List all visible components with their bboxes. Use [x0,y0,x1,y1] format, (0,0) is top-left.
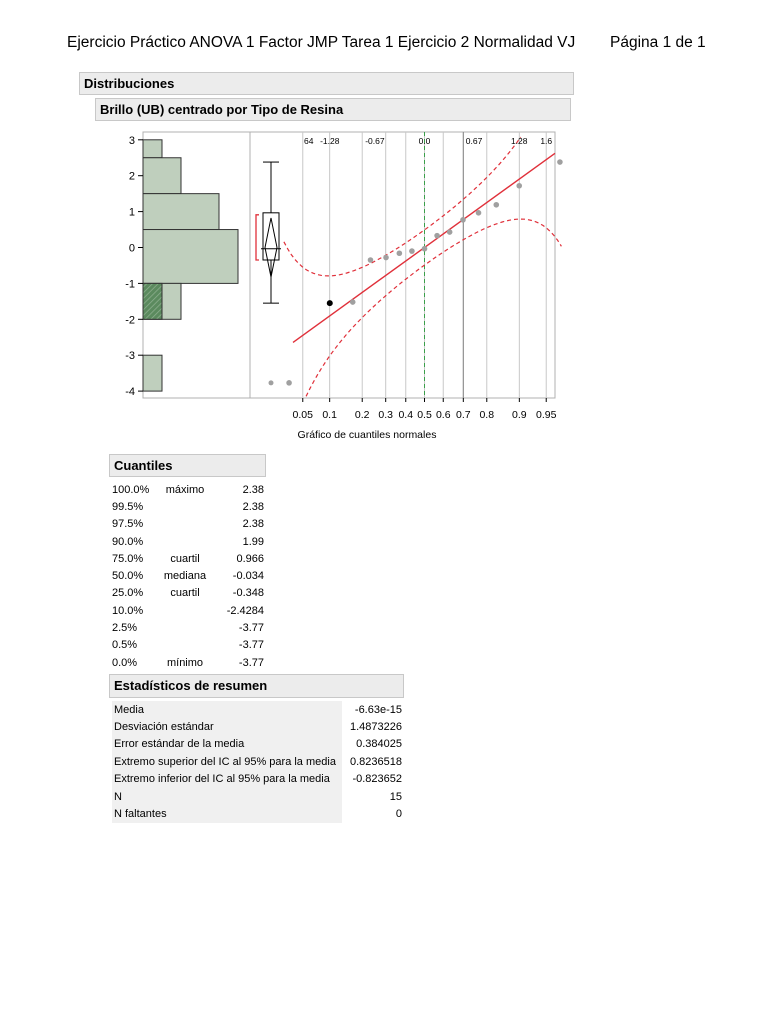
quantile-percent: 97.5% [112,518,144,531]
y-tick-label: -2 [125,314,135,327]
qq-top-tick-label: 1.6 [540,136,553,146]
summary-stat-value: 0 [395,808,402,821]
histogram-bar [143,194,219,230]
qq-bottom-tick-label: 0.05 [292,409,313,421]
quantile-value: -0.348 [232,587,264,600]
summary-stat-label: N faltantes [112,805,342,822]
quantile-value: -3.77 [238,639,264,652]
quantile-percent: 0.5% [112,639,138,652]
qq-point [516,183,522,189]
qq-x-axis-label: Gráfico de cuantiles normales [297,429,437,441]
quantile-percent: 2.5% [112,622,138,635]
qq-bottom-tick-label: 0.7 [456,409,471,421]
y-tick-label: 0 [128,242,135,255]
table-row [112,637,266,654]
table-row [112,550,266,567]
variable-outline-header[interactable]: Brillo (UB) centrado por Tipo de Resina [95,98,571,121]
histogram-bar [143,140,162,158]
table-row [112,753,404,770]
qq-point [434,233,440,239]
quantile-percent: 100.0% [112,483,150,496]
y-tick-label: 3 [128,134,135,147]
quantiles-header[interactable]: Cuantiles [109,454,266,477]
quantile-label [156,619,214,636]
summary-stat-value: -0.823652 [352,773,402,786]
y-tick-label: -1 [125,278,135,291]
qq-point [286,380,292,386]
histogram-bar [143,158,181,194]
quantile-label: cuartil [170,552,200,565]
qq-confidence-band-lower [306,219,561,396]
summary-stat-value: 0.384025 [356,738,402,751]
qq-point [476,210,482,216]
qq-bottom-tick-label: 0.8 [479,409,495,421]
quantile-label: cuartil [170,587,200,600]
qq-bottom-tick-label: 0.3 [378,409,393,421]
quantile-percent: 0.0% [112,656,138,669]
qq-bottom-tick-label: 0.2 [354,409,370,421]
qq-top-tick-label: 0.67 [465,136,483,146]
qq-point [493,202,499,208]
table-row [112,498,266,515]
quantile-label [156,533,214,550]
quantile-value: 2.38 [242,500,264,513]
qq-top-tick-label: 0.0 [418,136,431,146]
qq-point [460,217,466,223]
qq-bottom-tick-label: 0.4 [398,409,414,421]
table-row [112,516,266,533]
table-row [112,701,404,718]
quantile-value: -3.77 [238,656,264,669]
quantile-label: máximo [165,483,205,496]
qq-frame [250,132,555,398]
qq-bottom-tick-label: 0.6 [435,409,451,421]
qq-point [447,229,453,235]
quantile-percent: 10.0% [112,604,144,617]
table-row [112,736,404,753]
quantiles-table [112,481,266,671]
quantile-label: mínimo [166,656,204,669]
table-row [112,567,266,584]
y-tick-label: -3 [125,350,135,363]
qq-point [409,248,415,254]
summary-stats-table [112,701,404,823]
qq-point [422,246,428,252]
qq-top-tick-label: -0.67 [365,136,385,146]
quantile-value: 0.966 [236,552,264,565]
table-row [112,771,404,788]
quantile-label [156,602,214,619]
summary-stat-label: Extremo inferior del IC al 95% para la media [112,771,342,788]
quantile-percent: 90.0% [112,535,144,548]
table-row [112,585,266,602]
summary-stat-value: -6.63e-15 [354,703,402,716]
table-row [112,654,266,671]
quantile-percent: 75.0% [112,552,144,565]
y-tick-label: 1 [128,206,135,219]
qq-point [350,299,356,305]
quantile-value: 1.99 [242,535,264,548]
document-title: Ejercicio Práctico ANOVA 1 Factor JMP Tarea 1 Ejercicio 2 Normalidad VJ [67,34,576,51]
quantile-value: -0.034 [232,570,264,583]
histogram-selected-bar [143,283,162,319]
table-row [112,619,266,636]
qq-point [383,255,389,261]
qq-top-tick-label: -1.28 [320,136,340,146]
quantile-label [156,516,214,533]
qq-point [397,250,403,256]
summary-stat-label: Error estándar de la media [112,736,342,753]
quantile-label [156,498,214,515]
box-outlier-point [269,380,274,385]
table-row [112,533,266,550]
summary-stat-value: 1.4873226 [350,721,402,734]
qq-point [557,159,563,165]
box-shortest-half-bracket [256,215,259,260]
qq-point [368,257,374,263]
quantile-value: 2.38 [242,518,264,531]
histogram-bar [143,230,238,284]
quantile-value: -3.77 [238,622,264,635]
quantile-percent: 25.0% [112,587,144,600]
table-row [112,602,266,619]
qq-top-tick-label: 1.28 [510,136,528,146]
table-row [112,481,266,498]
table-row [112,788,404,805]
qq-selected-point [327,300,333,306]
distributions-outline-header[interactable]: Distribuciones [79,72,574,95]
summary-stat-value: 15 [389,790,402,803]
summary-stat-value: 0.8236518 [350,755,402,768]
table-row [112,718,404,735]
quantile-label: mediana [163,570,207,583]
quantile-label [156,637,214,654]
qq-bottom-tick-label: 0.9 [512,409,527,421]
summary-stats-header[interactable]: Estadísticos de resumen [109,674,404,698]
quantile-percent: 99.5% [112,500,144,513]
histogram-bar [143,355,162,391]
y-tick-label: -4 [125,386,135,399]
summary-stat-label: Extremo superior del IC al 95% para la media [112,753,342,770]
qq-bottom-tick-label: 0.95 [536,409,557,421]
qq-bottom-tick-label: 0.5 [417,409,432,421]
table-row [112,805,404,822]
quantile-value: -2.4284 [226,604,264,617]
qq-bottom-tick-label: 0.1 [322,409,337,421]
distribution-plots [0,0,768,450]
summary-stat-label: N [112,788,342,805]
qq-confidence-band-upper [284,137,521,276]
qq-top-tick-label: 64 [304,136,314,146]
quantile-value: 2.38 [242,483,264,496]
quantile-percent: 50.0% [112,570,144,583]
y-tick-label: 2 [128,170,135,183]
summary-stat-label: Media [112,701,342,718]
page-counter: Página 1 de 1 [610,34,706,51]
summary-stat-label: Desviación estándar [112,718,342,735]
